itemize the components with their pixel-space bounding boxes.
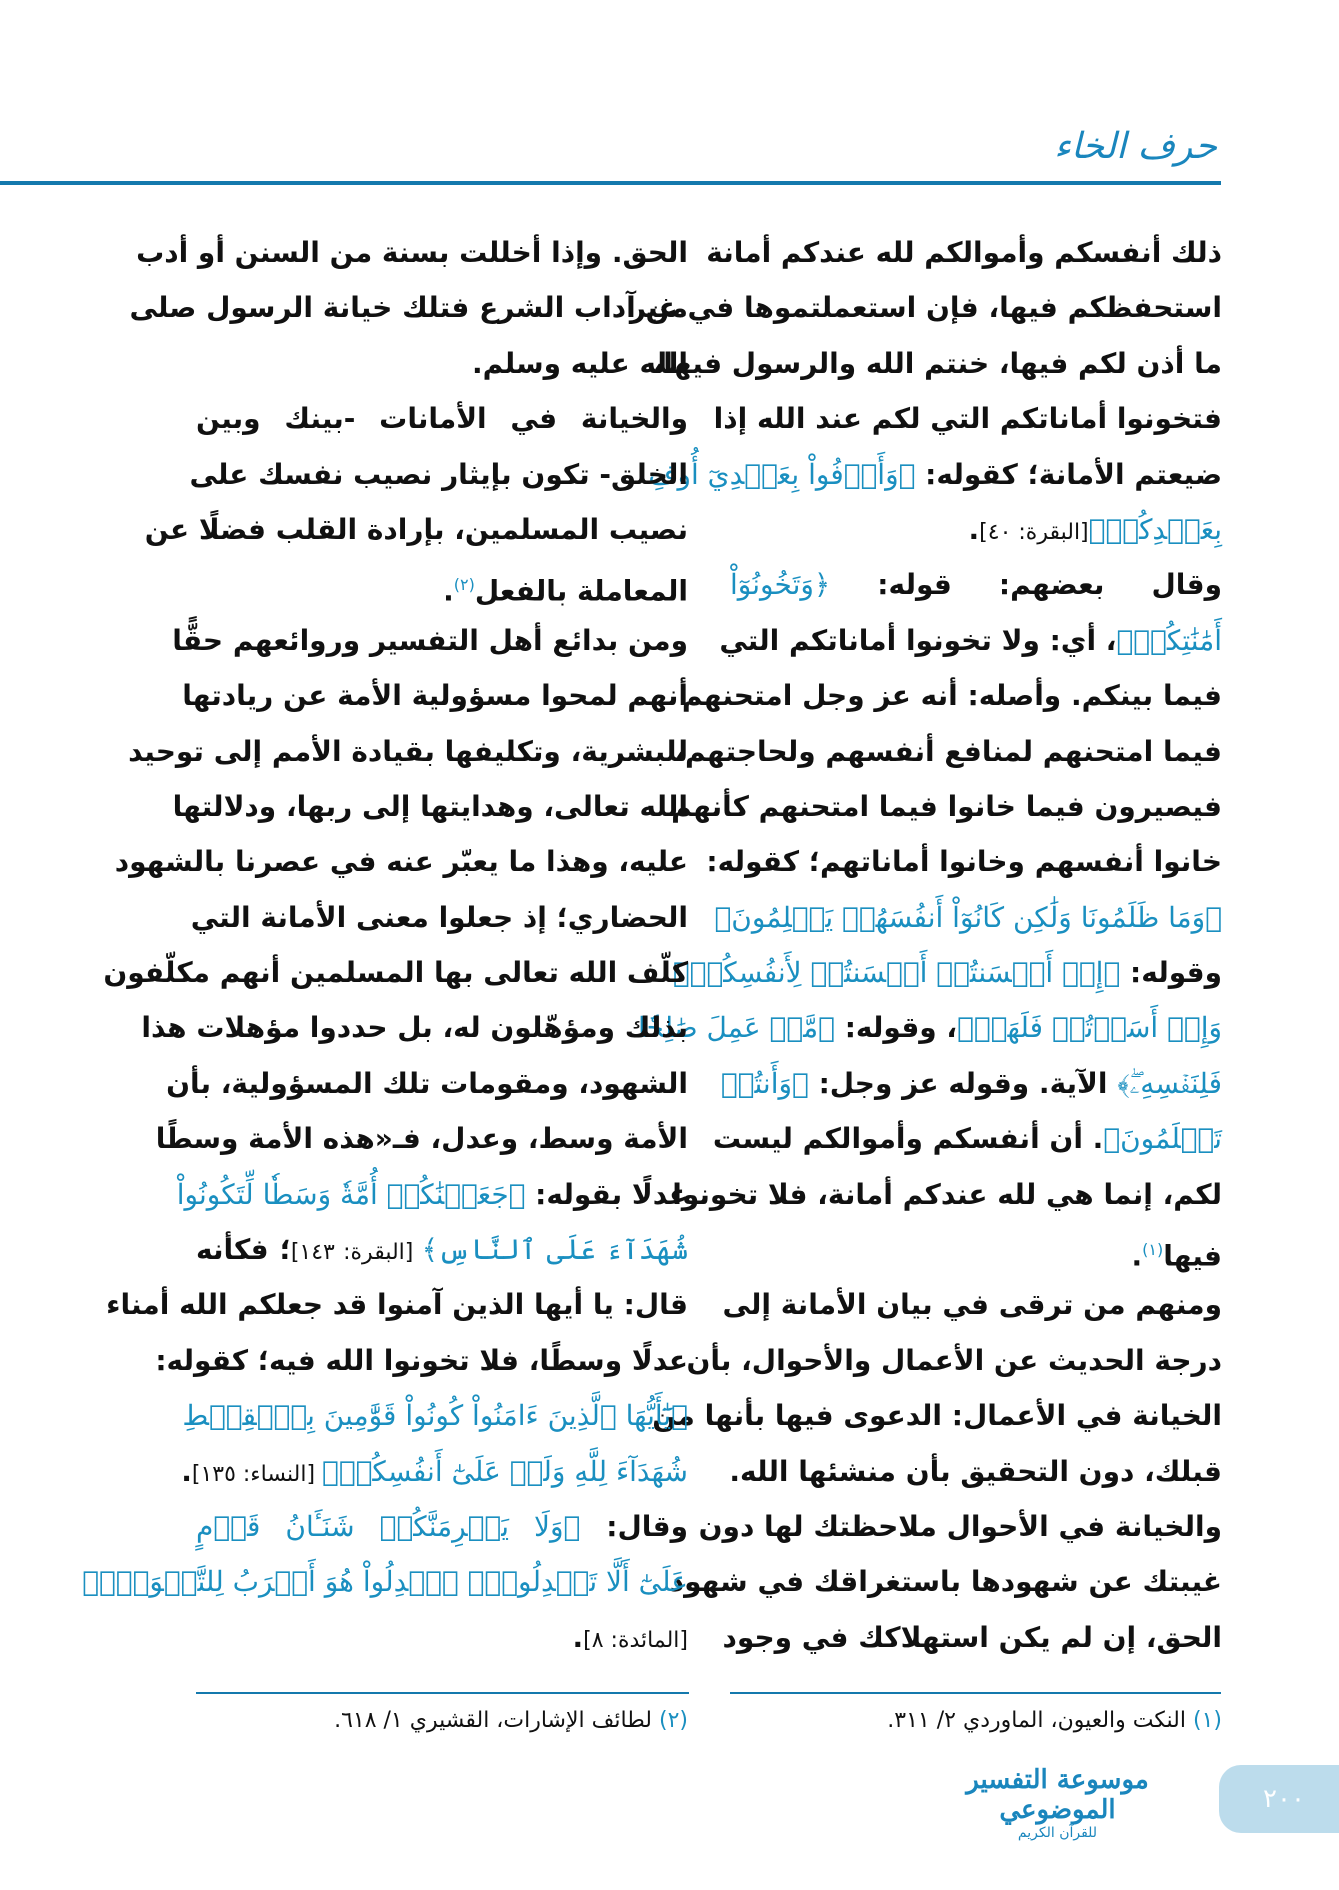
text-segment: وقوله: [1120,956,1222,990]
text-segment: ومنهم من ترقى في بيان الأمانة إلى [722,1288,1222,1322]
text-line [730,1222,1222,1277]
text-line [719,613,1222,668]
text-segment: ؛ فكأنه [196,1233,291,1267]
text-line [722,1610,1222,1665]
text-line [652,1388,1222,1443]
text-segment: المعاملة بالفعل [474,574,688,608]
text-line [176,1167,688,1222]
text-line [686,1333,1222,1388]
quran-verse: ﴿يَٰٓأَيُّهَا ٱلَّذِينَ ءَامَنُواْ كُونُواْ قَوَّٰمِينَ بِٱلۡقِسۡطِ [182,1399,688,1433]
text-line [706,225,1222,280]
text-segment: ضيعتم الأمانة؛ كقوله: [915,457,1222,491]
text-segment: وقال بعضهم: قوله: [830,568,1222,602]
text-segment: خانوا أنفسهم وخانوا أماناتهم؛ كقوله: [706,845,1222,879]
quran-verse: وَإِنۡ أَسَأۡتُمۡ فَلَهَاۚ﴾ [957,1011,1222,1045]
text-segment: ذلك أنفسكم وأموالكم لله عندكم أمانة [706,236,1222,269]
text-line [166,1056,688,1111]
quran-verse: أَمَٰنَٰتِكُمۡ﴾ [1116,623,1222,657]
logo-subtitle: للقرآن الكريم [1017,1825,1098,1841]
quran-verse: فَلِنَفۡسِهِۦۖ﴾ [1117,1066,1222,1100]
text-line [196,1610,688,1665]
footnote-divider-right [730,1692,1221,1694]
text-segment: . [1131,1239,1143,1273]
text-line [652,336,1222,391]
page-number-badge: ٢٠٠ [1219,1765,1339,1833]
quran-verse: ﴿وَمَا ظَلَمُونَا وَلَٰكِن كَانُوٓاْ أَنفُسَهُمۡ يَظۡلِمُونَ﴾ [714,900,1222,934]
text-line [648,447,1222,502]
text-segment: درجة الحديث عن الأعمال والأحوال، بأن [686,1343,1222,1377]
text-segment: كلّف الله تعالى بها المسلمين أنهم مكلّفون [103,956,688,990]
footnote-divider-left [196,1692,689,1694]
text-segment: قال: يا أيها الذين آمنوا قد جعلكم الله أمناء [106,1288,688,1322]
text-line [674,724,1222,779]
text-segment: الأمة وسط، وعدل، فـ«هذه الأمة وسطًا [155,1122,688,1156]
text-line [196,1222,688,1277]
text-segment: . [443,574,454,608]
text-line [722,1277,1222,1332]
verse-reference: [المائدة: ٨] [583,1627,688,1653]
text-line [196,336,688,391]
text-segment: والخيانة في الأحوال ملاحظتك لها دون [698,1509,1222,1543]
footnote-marker: (١) [1142,1240,1164,1260]
text-segment: لكم، إنما هي لله عندكم أمانة، فلا تخونوا [672,1177,1222,1211]
text-line [730,1444,1222,1499]
quran-verse: ﴿وَأَوۡفُواْ بِعَهۡدِيٓ أُوفِ [648,457,916,491]
text-line [182,1388,688,1443]
quran-verse: ﴿مَّنۡ عَمِلَ صَٰلِحٗا [637,1011,835,1045]
quran-verse: ﴿إِنۡ أَحۡسَنتُمۡ أَحۡسَنتُمۡ لِأَنفُسِكُمۡۖ [672,956,1121,990]
text-line [172,779,688,834]
text-segment: الحق. وإذا أخللت بسنة من السنن أو أدب [136,236,688,269]
text-line [136,225,688,280]
text-segment: وقال: [580,1509,689,1543]
text-segment: الله تعالى، وهدايتها إلى ربها، ودلالتها [172,789,688,823]
footnote-text: النكت والعيون، الماوردي ٢/ ٣١١. [887,1708,1193,1733]
quran-verse: ﴿وَتَخُونُوٓاْ [730,568,831,602]
text-line [141,1000,688,1055]
text-line [106,1277,688,1332]
quran-verse: ﴿جَعَلۡنَٰكُمۡ أُمَّةٗ وَسَطٗا لِّتَكُونُواْ [176,1177,526,1211]
text-line [196,1499,688,1554]
text-line [172,613,688,668]
text-line [181,1444,688,1499]
text-line [669,1554,1222,1609]
encyclopedia-logo [934,1765,1181,1841]
text-segment: من آداب الشرع فتلك خيانة الرسول صلى [129,291,688,325]
text-line [155,1333,688,1388]
text-line [155,1111,688,1166]
quran-verse: ﴿وَلَا يَجۡرِمَنَّكُمۡ شَنَـَٔانُ قَوۡمٍ [196,1509,581,1543]
text-line [706,834,1222,889]
quran-verse: ﴿وَأَنتُمۡ [720,1066,809,1100]
text-segment: الشهود، ومقومات تلك المسؤولية، بأن [166,1066,688,1100]
text-line [672,1167,1222,1222]
footnote-number: (١) [1192,1708,1222,1733]
text-segment: الحق، إن لم يكن استهلاكك في وجود [722,1620,1222,1654]
text-segment: عليه، وهذا ما يعبّر عنه في عصرنا بالشهود [114,845,688,879]
text-line [671,779,1222,834]
text-segment: فتخونوا أماناتكم التي لكم عند الله إذا [713,402,1222,436]
text-line [128,724,688,779]
text-line [144,502,688,557]
text-segment: فيها [1163,1239,1222,1273]
text-line [196,391,688,446]
text-line [129,280,688,335]
text-line [103,945,688,1000]
text-segment: فيما امتحنهم لمنافع أنفسهم ولحاجتهم، [674,734,1222,768]
text-line [190,890,688,945]
text-segment: . [968,512,980,546]
text-line [629,280,1222,335]
quran-verse: بِعَهۡدِكُمۡ﴾ [1088,512,1222,546]
text-line [189,447,688,502]
text-line [730,502,1222,557]
text-segment: قبلك، دون التحقيق بأن منشئها الله. [729,1454,1222,1488]
footnote-marker: (٢) [453,575,475,595]
text-segment: ، أي: ولا تخونوا أماناتكم التي [719,623,1117,657]
text-line [698,1499,1222,1554]
text-line [82,1554,688,1609]
text-segment: نصيب المسلمين، بإرادة القلب فضلًا عن [144,512,688,546]
logo-title: موسوعة التفسير الموضوعي [966,1765,1149,1825]
text-segment: . [181,1454,192,1488]
text-segment: ، وقوله: [834,1011,958,1045]
text-line [672,945,1222,1000]
verse-reference: [النساء: ١٣٥] [191,1461,323,1487]
text-line [681,668,1222,723]
text-segment: الخيانة في الأعمال: الدعوى فيها بأنها من [652,1399,1222,1433]
text-line [712,1111,1222,1166]
text-segment: فيما بينكم. وأصله: أنه عز وجل امتحنهم [681,679,1222,713]
text-segment: غيبتك عن شهودها باستغراقك في شهود [669,1565,1222,1599]
text-segment: أنهم لمحوا مسؤولية الأمة عن ريادتها [182,679,688,713]
left-text-column [82,225,689,1665]
text-segment: عدلًا بقوله: [525,1177,688,1211]
text-segment: ومن بدائع أهل التفسير وروائعهم حقًّا [172,623,688,657]
text-line [730,557,1222,612]
chapter-header-title: حرف الخاء [1054,126,1217,167]
footnote-number: (٢) [658,1708,688,1733]
text-segment: الله عليه وسلم. [472,346,688,380]
quran-verse: تَعۡلَمُونَ﴾ [1103,1122,1222,1156]
footnote-1 [730,1708,1222,1733]
text-line [714,890,1222,945]
quran-verse: شُهَدَآءَ لِلَّهِ وَلَوۡ عَلَىٰٓ أَنفُسِكُمۡ﴾ [322,1454,688,1488]
text-segment: فيصيرون فيما خانوا فيما امتحنهم كأنهم [671,789,1222,823]
text-segment: استحفظكم فيها، فإن استعملتموها في غير [629,291,1222,325]
footnote-text: لطائف الإشارات، القشيري ١/ ٦١٨. [334,1708,659,1733]
text-segment: بذلك ومؤهّلون له، بل حددوا مؤهلات هذا [141,1011,688,1045]
verse-reference: [البقرة: ١٤٣] [290,1240,422,1266]
text-line [637,1000,1222,1055]
text-segment: . أن أنفسكم وأموالكم ليست [712,1122,1104,1156]
text-segment: . [572,1620,584,1654]
text-line [182,668,688,723]
text-segment: للبشرية، وتكليفها بقيادة الأمم إلى توحيد [128,734,688,768]
text-segment: الخلق- تكون بإيثار نصيب نفسك على [189,457,688,491]
header-divider [0,181,1221,185]
quran-verse: شُهَدَآءَ عَلَى ٱلنَّاسِ﴾ [421,1233,688,1267]
quran-verse: عَلَىٰٓ أَلَّا تَعۡدِلُواْۚ ٱعۡدِلُواْ هُوَ أَقۡرَبُ لِلتَّقۡوَىٰۖ﴾ [82,1565,688,1599]
text-segment: الحضاري؛ إذ جعلوا معنى الأمانة التي [190,900,688,934]
text-line [720,1056,1222,1111]
text-line [114,834,688,889]
text-segment: ما أذن لكم فيها، خنتم الله والرسول فيها، [652,346,1222,380]
text-line [713,391,1222,446]
verse-reference: [البقرة: ٤٠] [979,519,1089,545]
text-segment: عدلًا وسطًا، فلا تخونوا الله فيه؛ كقوله: [155,1343,688,1377]
text-segment: الآية. وقوله عز وجل: [808,1066,1118,1100]
text-line [196,557,688,612]
text-segment: والخيانة في الأمانات -بينك وبين [196,402,688,436]
footnote-2 [196,1708,688,1733]
